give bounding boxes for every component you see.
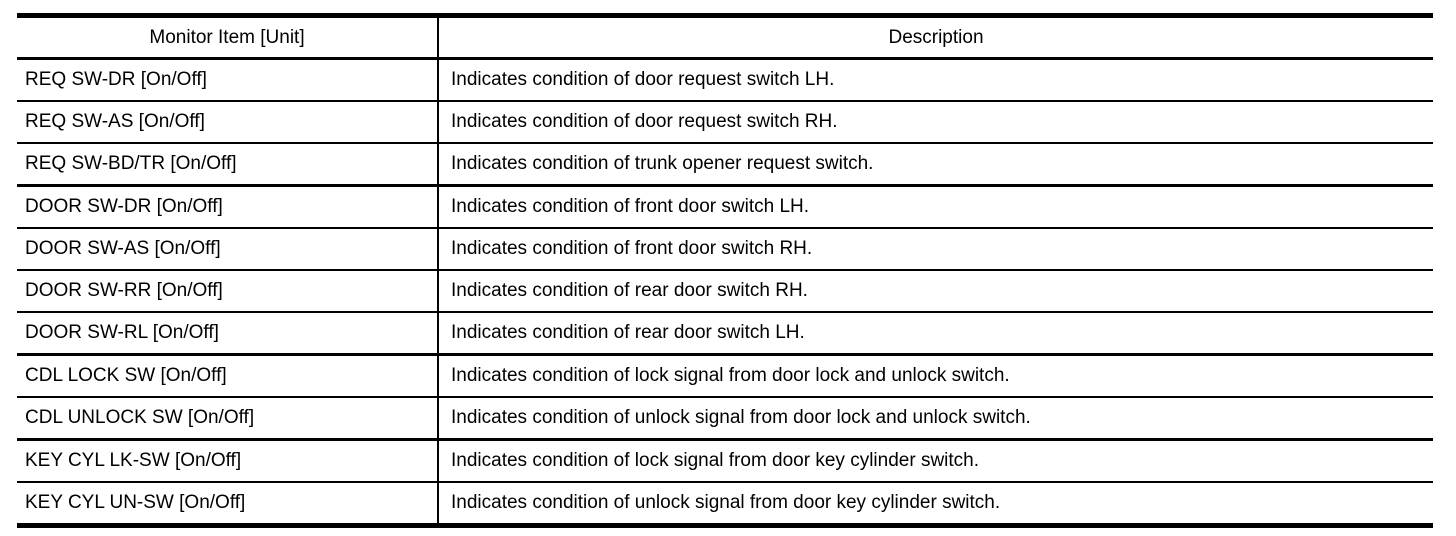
monitor-item-cell: DOOR SW-DR [On/Off] (17, 186, 438, 229)
monitor-item-cell: CDL UNLOCK SW [On/Off] (17, 397, 438, 440)
table-row (17, 101, 1433, 143)
table-row (17, 186, 1433, 229)
description-cell: Indicates condition of unlock signal from door key cylinder switch. (451, 492, 1001, 514)
description-cell: Indicates condition of trunk opener request switch. (438, 143, 1433, 186)
monitor-item-cell: KEY CYL LK-SW [On/Off] (17, 440, 438, 483)
description-cell: Indicates condition of front door switch RH. (438, 228, 1433, 270)
monitor-item-cell: DOOR SW-RR [On/Off] (17, 270, 438, 312)
description-cell: Indicates condition of unlock signal from door lock and unlock switch. (438, 397, 1433, 440)
description-cell: Indicates condition of door request switch RH. (438, 101, 1433, 143)
table-body (17, 59, 1433, 526)
monitor-item-cell: DOOR SW-AS [On/Off] (17, 228, 438, 270)
table-row (17, 482, 1433, 526)
monitor-item-cell: REQ SW-DR [On/Off] (17, 59, 438, 102)
monitor-item-cell: CDL LOCK SW [On/Off] (17, 355, 438, 398)
description-cell: Indicates condition of rear door switch LH. (438, 312, 1433, 355)
description-cell: Indicates condition of front door switch LH. (438, 186, 1433, 229)
column-header-monitor-item: Monitor Item [Unit] (17, 16, 438, 59)
table-row (17, 270, 1433, 312)
monitor-item-table (17, 13, 1433, 528)
table-row (17, 59, 1433, 102)
column-header-description: Description (438, 16, 1433, 59)
table-header-row (17, 16, 1433, 59)
table-row (17, 397, 1433, 440)
description-cell: Indicates condition of rear door switch RH. (438, 270, 1433, 312)
table-row (17, 143, 1433, 186)
table-row (17, 355, 1433, 398)
monitor-item-cell: REQ SW-BD/TR [On/Off] (17, 143, 438, 186)
monitor-item-cell: DOOR SW-RL [On/Off] (17, 312, 438, 355)
description-cell: Indicates condition of lock signal from door key cylinder switch. (438, 440, 1433, 483)
table-row (17, 228, 1433, 270)
description-cell: Indicates condition of lock signal from door lock and unlock switch. (438, 355, 1433, 398)
table-row (17, 312, 1433, 355)
monitor-item-cell: REQ SW-AS [On/Off] (17, 101, 438, 143)
description-cell: Indicates condition of door request switch LH. (438, 59, 1433, 102)
monitor-item-cell: KEY CYL UN-SW [On/Off] (17, 482, 438, 526)
table-row (17, 440, 1433, 483)
